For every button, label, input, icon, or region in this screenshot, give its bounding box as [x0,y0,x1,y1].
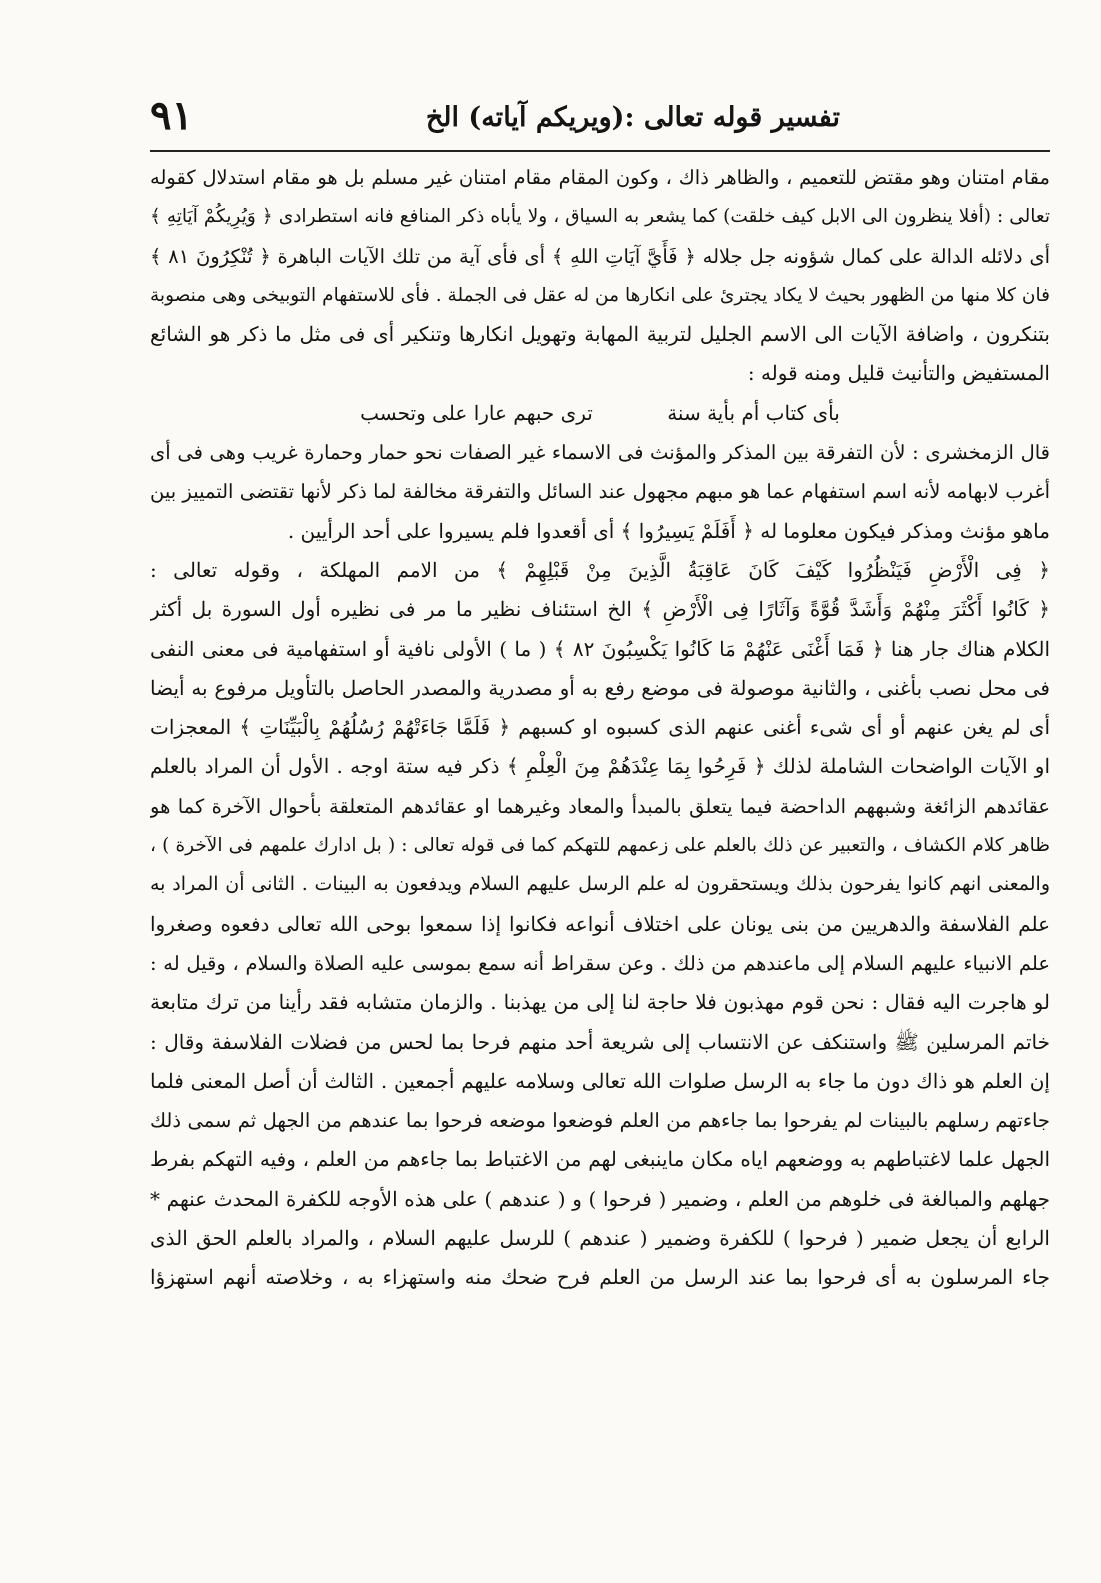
verse-hemistich-1: بأى كتاب أم بأية سنة [667,400,840,425]
page-header [150,92,1050,152]
text-line: والمعنى انهم كانوا يفرحون بذلك ويستحقرون له علم الرسل عليهم السلام ويدفعون به البينات . الثانى أن المراد به [150,873,1050,896]
text-line: الجهل علما لاغتباطهم به ووضعهم اياه مكان ماينبغى لهم من الاغتباط بما جاءهم من العلم ، وفيه التهكم بفرط [150,1147,1050,1172]
text-line: قال الزمخشرى : لأن التفرقة بين المذكر والمؤنث فى الاسماء غير الصفات نحو حمار وحمارة غريب وهى فى أى [150,441,1050,465]
text-line: المستفيض والتأنيث قليل ومنه قوله : [747,361,1050,386]
text-line: تعالى : (أفلا ينظرون الى الابل كيف خلقت) كما يشعر به السياق ، ولا يأباه ذكر المنافع فانه استطرادى ﴿ وَيُرِيكُمْ آيَاتِهِ ﴾ [150,206,1050,228]
text-line: ﴿ فِى الْأَرْضِ فَيَنْظُرُوا كَيْفَ كَانَ عَاقِبَةُ الَّذِينَ مِنْ قَبْلِهِمْ ﴾ من الامم المهلكة ، وقوله تعالى : [150,557,1050,582]
text-line: الرابع أن يجعل ضمير ( فرحوا ) للكفرة وضمير ( عندهم ) للرسل عليهم السلام ، والمراد بالعلم الحق الذى [150,1226,1050,1251]
text-line: ظاهر كلام الكشاف ، والتعبير عن ذلك بالعلم على زعمهم للتهكم كما فى قوله تعالى : ( بل ادارك علمهم فى الآخرة ) ، [150,835,1050,857]
text-line: خاتم المرسلين ﷺ واستنكف عن الانتساب إلى شريعة أحد منهم فرحا بما لحس من فضلات الفلاسفة وقال : [150,1029,1050,1054]
text-line: مقام امتنان وهو مقتض للتعميم ، والظاهر ذاك ، وكون المقام مقام امتنان غير مسلم بل هو مقام استدلال كقوله [150,166,1050,189]
text-line: فان كلا منها من الظهور بحيث لا يكاد يجترئ على انكارها من له عقل فى الجملة . فأى للاستفهام التوبيخى وهى منصوبة [150,284,1050,306]
running-title: تفسير قوله تعالى :(ويريكم آياته) الخ [425,102,840,133]
text-line: او الآيات الواضحات الشاملة لذلك ﴿ فَرِحُوا بِمَا عِنْدَهُمْ مِنَ الْعِلْمِ ﴾ ذكر فيه ستة اوجه . الأول أن المراد بالعلم [150,754,1050,779]
text-line: ﴿ كَانُوا أَكْثَرَ مِنْهُمْ وَأَشَدَّ قُوَّةً وَآثَارًا فِى الْأَرْضِ ﴾ الخ استئناف نظير ما مر فى نظيره أول السورة بل أكثر [150,597,1050,622]
poetry-verse [150,394,1050,433]
page-number: ٩١ [150,92,193,139]
text-line: الكلام هناك جار هنا ﴿ فَمَا أَغْنَى عَنْهُمْ مَا كَانُوا يَكْسِبُونَ ٨٢ ﴾ ( ما ) الأولى نافية أو استفهامية فى معنى النفى [150,636,1050,661]
text-line: علم الانبياء عليهم السلام إلى ماعندهم من ذلك . وعن سقراط أنه سمع بموسى عليه الصلاة والسلام ، وقيل له : [150,951,1050,975]
text-line: أى دلائله الدالة على كمال شؤونه جل جلاله ﴿ فَأَيَّ آيَاتِ اللهِ ﴾ أى فأى آية من تلك الآيات الباهرة ﴿ تُنْكِرُونَ ٨١ ﴾ [150,244,1050,268]
text-line: ماهو مؤنث ومذكر فيكون معلوما له ﴿ أَفَلَمْ يَسِيرُوا ﴾ أى أقعدوا فلم يسيروا على أحد الرأيين . [287,518,1050,543]
text-line: جاءتهم رسلهم بالبينات لم يفرحوا بما جاءهم من العلم فوضعوا موضعه فرحوا بما عندهم من الجهل ثم سمى ذلك [150,1109,1050,1133]
text-line: علم الفلاسفة والدهريين من بنى يونان على اختلاف أنواعه فكانوا إذا سمعوا بوحى الله تعالى دفعوه وصغروا [150,911,1050,936]
text-line: جهلهم والمبالغة فى خلوهم من العلم ، وضمير ( فرحوا ) و ( عندهم ) على هذه الأوجه للكفرة المحدث عنهم * [150,1186,1050,1211]
text-line: بتنكرون ، واضافة الآيات الى الاسم الجليل لتربية المهابة وتهويل انكارها وتنكير أى فى مثل ما ذكر هو الشائع [150,322,1050,347]
text-line: لو هاجرت اليه فقال : نحن قوم مهذبون فلا حاجة لنا إلى من يهذبنا . والزمان متشابه فقد رأينا من ترك متابعة [150,990,1050,1015]
verse-hemistich-2: ترى حبهم عارا على وتحسب [360,400,593,425]
text-line: فى محل نصب بأغنى ، والثانية موصولة فى موضع رفع به أو مصدرية والمصدر الحاصل بالتأويل مرفوع به أيضا [150,675,1050,700]
text-line: إن العلم هو ذاك دون ما جاء به الرسل صلوات الله تعالى وسلامه عليهم أجمعين . الثالث أن أصل المعنى فلما [150,1068,1050,1093]
text-line: أى لم يغن عنهم أو أى شىء أغنى عنهم الذى كسبوه او كسبهم ﴿ فَلَمَّا جَاءَتْهُمْ رُسُلُهُمْ بِالْبَيِّنَاتِ ﴾ المعجزات [150,715,1050,740]
text-line: عقائدهم الزائغة وشبههم الداحضة فيما يتعلق بالمبدأ والمعاد وغيرهما او عقائدهم المتعلقة بأحوال الآخرة كما هو [150,794,1050,818]
text-line: أغرب لابهامه لأنه اسم استفهام عما هو مبهم مجهول عند السائل والتفرقة مخالفة لما ذكر لأنها تقتضى التمييز بين [150,480,1050,504]
text-line: جاء المرسلون به أى فرحوا بما عند الرسل من العلم فرح ضحك منه واستهزاء به ، وخلاصته أنهم استهزؤا [150,1265,1050,1290]
page-body [150,158,1050,1298]
book-page [150,92,1050,1298]
